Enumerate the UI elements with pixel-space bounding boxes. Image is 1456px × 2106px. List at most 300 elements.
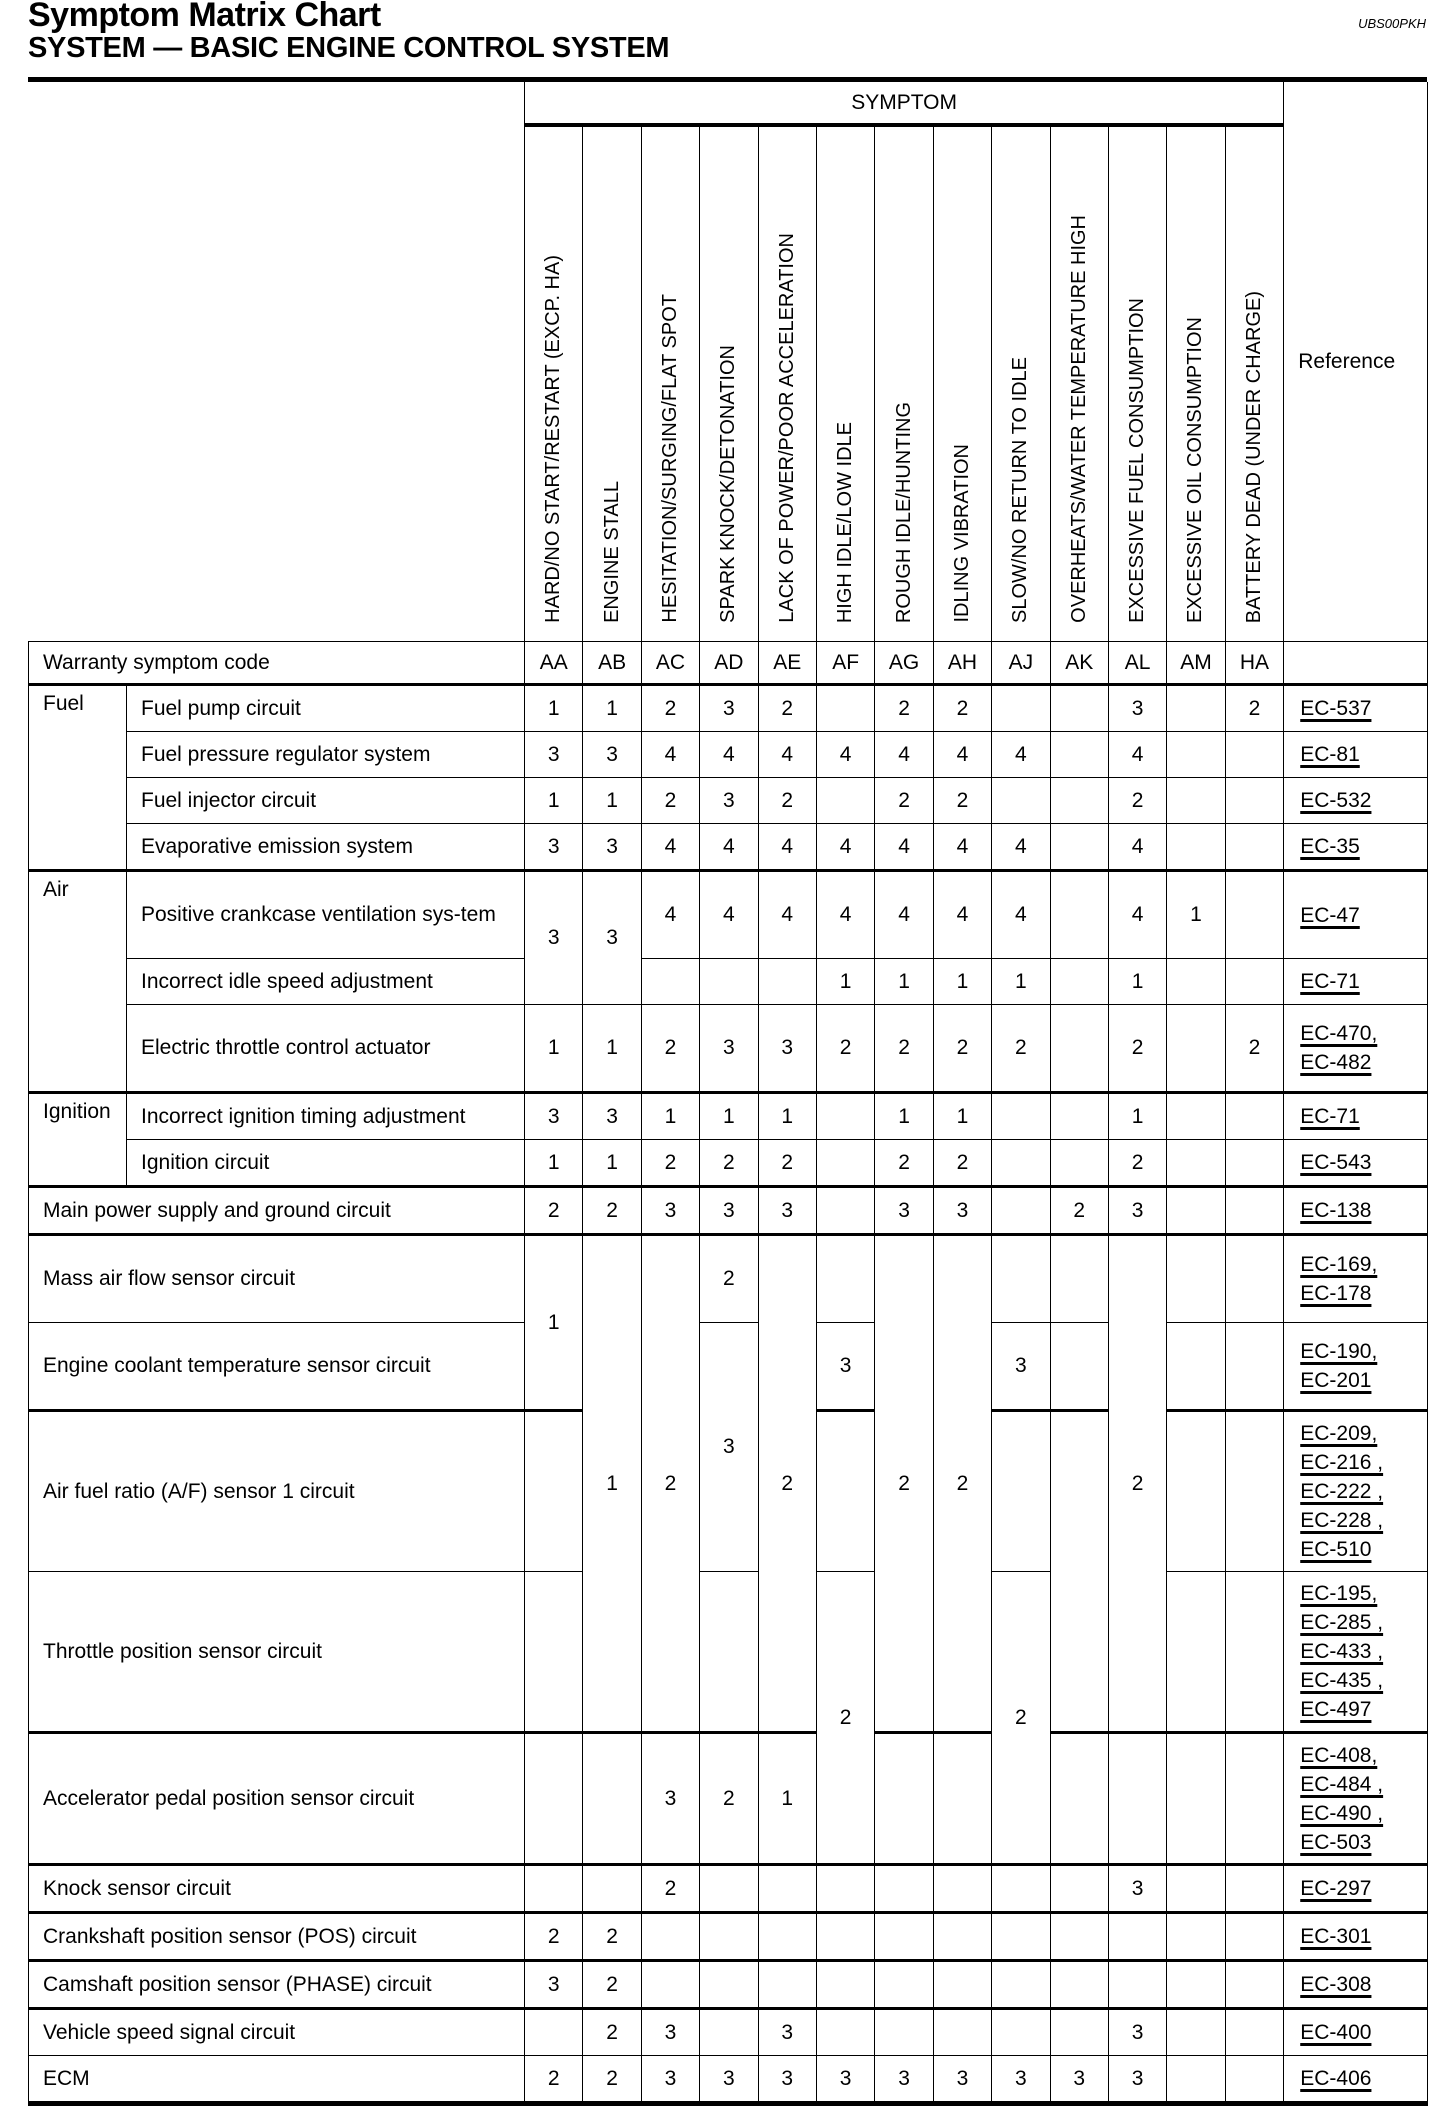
- matrix-cell: [1167, 1235, 1225, 1323]
- matrix-cell: 2: [641, 1140, 699, 1187]
- table-row: [29, 1865, 1428, 1913]
- reference-cell: [1284, 824, 1428, 871]
- matrix-cell: [992, 2009, 1050, 2056]
- matrix-cell: 3: [641, 2056, 699, 2104]
- matrix-cell: 4: [1108, 824, 1166, 871]
- matrix-cell: [875, 1865, 933, 1913]
- symptom-name: OVERHEATS/WATER TEMPERATURE HIGH: [1067, 215, 1090, 623]
- matrix-cell: [1050, 1235, 1108, 1323]
- reference-cell: [1284, 1140, 1428, 1187]
- matrix-cell: 4: [875, 871, 933, 959]
- matrix-cell: [992, 685, 1050, 732]
- matrix-cell: [1225, 2056, 1284, 2104]
- matrix-cell: [1225, 1865, 1284, 1913]
- matrix-cell: 4: [700, 824, 758, 871]
- matrix-cell: 4: [933, 824, 991, 871]
- item-label: Incorrect ignition timing adjustment: [127, 1093, 525, 1140]
- matrix-cell: [933, 2009, 991, 2056]
- matrix-cell: 1: [875, 959, 933, 1005]
- matrix-cell: [525, 1733, 583, 1865]
- matrix-cell: 2: [641, 1235, 699, 1733]
- table-row: [29, 1913, 1428, 1961]
- matrix-cell: 2: [875, 685, 933, 732]
- matrix-cell: 2: [700, 1733, 758, 1865]
- table-row: [29, 824, 1428, 871]
- reference-cell: [1284, 1961, 1428, 2009]
- item-label: Evaporative emission system: [127, 824, 525, 871]
- reference-link[interactable]: EC-71: [1300, 970, 1360, 993]
- reference-link[interactable]: EC-482: [1300, 1051, 1372, 1074]
- matrix-cell: [1050, 1961, 1108, 2009]
- reference-link[interactable]: EC-400: [1300, 2021, 1372, 2044]
- matrix-cell: [816, 1913, 874, 1961]
- matrix-cell: 1: [1167, 871, 1225, 959]
- symptom-name: EXCESSIVE FUEL CONSUMPTION: [1126, 298, 1149, 623]
- matrix-cell: 2: [583, 1187, 641, 1235]
- matrix-cell: 2: [758, 778, 816, 824]
- symptom-column-header: [583, 125, 641, 642]
- matrix-cell: 2: [933, 1235, 991, 1733]
- item-label: Accelerator pedal position sensor circuit: [29, 1733, 525, 1865]
- matrix-cell: [758, 1865, 816, 1913]
- reference-cell: [1284, 1235, 1428, 1323]
- table-row: [29, 1140, 1428, 1187]
- matrix-cell: 3: [816, 2056, 874, 2104]
- matrix-cell: 2: [992, 1572, 1050, 1865]
- item-label: Engine coolant temperature sensor circuit: [29, 1323, 525, 1411]
- matrix-cell: [1050, 1323, 1108, 1411]
- reference-link[interactable]: EC-503: [1300, 1830, 1372, 1854]
- matrix-cell: 3: [700, 2056, 758, 2104]
- matrix-cell: [1167, 1865, 1225, 1913]
- reference-link[interactable]: EC-510: [1300, 1538, 1372, 1561]
- reference-link[interactable]: EC-537: [1300, 697, 1372, 720]
- symptom-name: HARD/NO START/RESTART (EXCP. HA): [542, 255, 565, 623]
- matrix-cell: 3: [1050, 2056, 1108, 2104]
- symptom-column-header: [1225, 125, 1284, 642]
- reference-link[interactable]: EC-408,: [1300, 1743, 1378, 1767]
- table-row: [29, 778, 1428, 824]
- matrix-cell: [992, 1865, 1050, 1913]
- matrix-cell: [1225, 871, 1284, 959]
- matrix-cell: [1167, 959, 1225, 1005]
- matrix-cell: [992, 778, 1050, 824]
- item-label: Camshaft position sensor (PHASE) circuit: [29, 1961, 525, 2009]
- item-label: Mass air flow sensor circuit: [29, 1235, 525, 1323]
- warranty-code-row: [29, 642, 1428, 685]
- matrix-cell: 3: [641, 1187, 699, 1235]
- category-cell: Fuel: [29, 685, 127, 871]
- matrix-cell: [1225, 1093, 1284, 1140]
- matrix-cell: [1225, 1235, 1284, 1323]
- matrix-cell: [1050, 824, 1108, 871]
- symptom-column-header: [525, 125, 583, 642]
- matrix-cell: 3: [700, 685, 758, 732]
- matrix-cell: 3: [641, 1733, 699, 1865]
- matrix-cell: [933, 1913, 991, 1961]
- item-label: Electric throttle control actuator: [127, 1005, 525, 1093]
- reference-link[interactable]: EC-435 ,: [1300, 1669, 1384, 1692]
- warranty-code: AC: [641, 642, 699, 685]
- matrix-cell: 1: [583, 685, 641, 732]
- matrix-cell: [1167, 778, 1225, 824]
- matrix-cell: 3: [816, 1323, 874, 1411]
- reference-cell: [1284, 1093, 1428, 1140]
- reference-link[interactable]: EC-169,: [1300, 1253, 1378, 1276]
- matrix-cell: 3: [700, 1323, 758, 1572]
- symptom-column-header: [758, 125, 816, 642]
- reference-link[interactable]: EC-81: [1300, 743, 1360, 766]
- reference-link[interactable]: EC-138: [1300, 1199, 1372, 1222]
- reference-link[interactable]: EC-433 ,: [1300, 1640, 1384, 1663]
- matrix-cell: [933, 1961, 991, 2009]
- matrix-cell: 2: [816, 1005, 874, 1093]
- table-row: [29, 2056, 1428, 2104]
- matrix-cell: [1167, 1140, 1225, 1187]
- item-label: Positive crankcase ventilation sys-tem: [127, 871, 525, 959]
- symptom-column-header: [1050, 125, 1108, 642]
- matrix-cell: [1167, 2009, 1225, 2056]
- matrix-cell: 2: [525, 1187, 583, 1235]
- matrix-cell: 2: [641, 1005, 699, 1093]
- matrix-cell: [1225, 1411, 1284, 1572]
- reference-cell: [1284, 1865, 1428, 1913]
- symptom-column-header: [641, 125, 699, 642]
- matrix-cell: [816, 2009, 874, 2056]
- matrix-cell: [1167, 2056, 1225, 2104]
- table-row: [29, 871, 1428, 959]
- matrix-cell: [1167, 1323, 1225, 1411]
- header-blank: [29, 82, 525, 642]
- matrix-cell: 4: [758, 871, 816, 959]
- reference-cell: [1284, 959, 1428, 1005]
- matrix-cell: [992, 1411, 1050, 1572]
- matrix-cell: 2: [933, 778, 991, 824]
- table-row: [29, 1093, 1428, 1140]
- matrix-cell: 2: [525, 1913, 583, 1961]
- matrix-cell: [992, 1140, 1050, 1187]
- symptom-name: LACK OF POWER/POOR ACCELERATION: [775, 233, 798, 623]
- matrix-cell: 4: [875, 824, 933, 871]
- matrix-cell: [1050, 1733, 1108, 1865]
- reference-link[interactable]: EC-490 ,: [1300, 1801, 1384, 1825]
- matrix-cell: 3: [758, 1005, 816, 1093]
- matrix-cell: [816, 685, 874, 732]
- matrix-cell: 2: [875, 778, 933, 824]
- matrix-cell: [1167, 1005, 1225, 1093]
- matrix-cell: [1225, 1323, 1284, 1411]
- matrix-cell: 3: [525, 1961, 583, 2009]
- reference-cell: [1284, 2056, 1428, 2104]
- matrix-cell: 2: [875, 1235, 933, 1733]
- matrix-cell: 2: [1108, 1005, 1166, 1093]
- matrix-cell: [1167, 1961, 1225, 2009]
- reference-link[interactable]: EC-222 ,: [1300, 1480, 1384, 1503]
- warranty-code: AH: [933, 642, 991, 685]
- matrix-cell: [1225, 2009, 1284, 2056]
- matrix-cell: 3: [933, 1187, 991, 1235]
- reference-link[interactable]: EC-484 ,: [1300, 1772, 1384, 1796]
- matrix-cell: [1108, 1913, 1166, 1961]
- matrix-cell: 4: [992, 871, 1050, 959]
- matrix-cell: 2: [583, 2056, 641, 2104]
- table-row: [29, 1961, 1428, 2009]
- table-row: [29, 959, 1428, 1005]
- symptom-name: SPARK KNOCK/DETONATION: [717, 345, 740, 623]
- reference-link[interactable]: EC-201: [1300, 1369, 1372, 1392]
- symptom-name: ROUGH IDLE/HUNTING: [892, 401, 915, 623]
- reference-cell: [1284, 685, 1428, 732]
- matrix-cell: [525, 1572, 583, 1733]
- matrix-cell: [992, 1187, 1050, 1235]
- matrix-cell: 3: [525, 732, 583, 778]
- matrix-cell: 3: [1108, 2056, 1166, 2104]
- matrix-cell: [758, 959, 816, 1005]
- matrix-cell: [875, 1913, 933, 1961]
- matrix-cell: [700, 1572, 758, 1733]
- page-title: Symptom Matrix Chart: [28, 0, 381, 34]
- matrix-cell: 3: [700, 778, 758, 824]
- item-label: Fuel pressure regulator system: [127, 732, 525, 778]
- reference-header: Reference: [1284, 82, 1428, 642]
- matrix-cell: 3: [583, 871, 641, 1005]
- reference-cell: [1284, 1005, 1428, 1093]
- warranty-code: AB: [583, 642, 641, 685]
- reference-link[interactable]: EC-285 ,: [1300, 1611, 1384, 1634]
- matrix-cell: [1167, 1913, 1225, 1961]
- matrix-cell: 3: [992, 2056, 1050, 2104]
- table-row: [29, 1235, 1428, 1323]
- matrix-cell: 3: [641, 2009, 699, 2056]
- matrix-cell: [816, 1187, 874, 1235]
- matrix-cell: [816, 1865, 874, 1913]
- reference-link[interactable]: EC-47: [1300, 903, 1360, 927]
- matrix-cell: 1: [700, 1093, 758, 1140]
- warranty-code: AK: [1050, 642, 1108, 685]
- matrix-cell: 4: [933, 732, 991, 778]
- table-row: [29, 1733, 1428, 1865]
- table-row: [29, 1572, 1428, 1733]
- matrix-cell: 1: [1108, 1093, 1166, 1140]
- matrix-cell: [1167, 1093, 1225, 1140]
- item-label: Incorrect idle speed adjustment: [127, 959, 525, 1005]
- matrix-cell: 2: [758, 1140, 816, 1187]
- reference-link[interactable]: EC-308: [1300, 1973, 1372, 1996]
- matrix-cell: [992, 1093, 1050, 1140]
- reference-link[interactable]: EC-190,: [1300, 1340, 1378, 1363]
- matrix-cell: [816, 1235, 874, 1323]
- matrix-cell: 3: [758, 2056, 816, 2104]
- warranty-label: Warranty symptom code: [29, 642, 525, 685]
- matrix-cell: [1167, 824, 1225, 871]
- matrix-cell: [583, 1865, 641, 1913]
- matrix-cell: 3: [1108, 1187, 1166, 1235]
- item-label: ECM: [29, 2056, 525, 2104]
- matrix-cell: [525, 1865, 583, 1913]
- symptom-column-header: [1108, 125, 1166, 642]
- reference-cell: [1284, 871, 1428, 959]
- matrix-cell: 4: [992, 732, 1050, 778]
- matrix-cell: 4: [875, 732, 933, 778]
- item-label: Fuel pump circuit: [127, 685, 525, 732]
- matrix-cell: [1050, 732, 1108, 778]
- matrix-cell: 4: [1108, 871, 1166, 959]
- matrix-cell: 2: [641, 685, 699, 732]
- symptom-matrix-table: [28, 82, 1428, 2106]
- warranty-code: AM: [1167, 642, 1225, 685]
- matrix-cell: 2: [816, 1572, 874, 1865]
- matrix-cell: [1050, 1411, 1108, 1733]
- item-label: Vehicle speed signal circuit: [29, 2009, 525, 2056]
- symptom-column-header: [933, 125, 991, 642]
- item-label: Crankshaft position sensor (POS) circuit: [29, 1913, 525, 1961]
- reference-link[interactable]: EC-209,: [1300, 1422, 1378, 1445]
- matrix-cell: 1: [525, 685, 583, 732]
- reference-cell: [1284, 2009, 1428, 2056]
- symptom-column-header: [992, 125, 1050, 642]
- matrix-cell: [1225, 1140, 1284, 1187]
- reference-cell: [1284, 1323, 1428, 1411]
- matrix-cell: [1050, 1865, 1108, 1913]
- symptom-name: EXCESSIVE OIL CONSUMPTION: [1184, 317, 1207, 623]
- table-row: [29, 2009, 1428, 2056]
- matrix-cell: 1: [875, 1093, 933, 1140]
- matrix-cell: 2: [700, 1235, 758, 1323]
- symptom-name: SLOW/NO RETURN TO IDLE: [1009, 357, 1032, 623]
- symptom-column-header: [1167, 125, 1225, 642]
- category-cell: Ignition: [29, 1093, 127, 1187]
- reference-link[interactable]: EC-35: [1300, 835, 1360, 858]
- matrix-cell: 1: [1108, 959, 1166, 1005]
- symptom-name: ENGINE STALL: [600, 481, 623, 623]
- matrix-cell: 1: [992, 959, 1050, 1005]
- matrix-cell: [700, 959, 758, 1005]
- matrix-cell: 2: [992, 1005, 1050, 1093]
- matrix-cell: [816, 1961, 874, 2009]
- matrix-cell: [1050, 778, 1108, 824]
- symptom-name: BATTERY DEAD (UNDER CHARGE): [1242, 290, 1265, 623]
- matrix-cell: [1167, 1187, 1225, 1235]
- symptom-header: SYMPTOM: [525, 82, 1284, 125]
- matrix-cell: [1050, 959, 1108, 1005]
- matrix-cell: 2: [758, 1235, 816, 1733]
- reference-link[interactable]: EC-195,: [1300, 1582, 1378, 1605]
- reference-cell: [1284, 1187, 1428, 1235]
- matrix-cell: 3: [1108, 685, 1166, 732]
- matrix-cell: 1: [525, 1005, 583, 1093]
- matrix-cell: [1225, 1733, 1284, 1865]
- matrix-cell: 2: [933, 1005, 991, 1093]
- matrix-cell: [816, 778, 874, 824]
- matrix-cell: 4: [992, 824, 1050, 871]
- matrix-cell: 4: [1108, 732, 1166, 778]
- matrix-cell: [700, 1865, 758, 1913]
- matrix-cell: [700, 1913, 758, 1961]
- page-subtitle: SYSTEM — BASIC ENGINE CONTROL SYSTEM: [28, 32, 670, 64]
- matrix-cell: 3: [1108, 1865, 1166, 1913]
- warranty-code: AE: [758, 642, 816, 685]
- matrix-cell: 2: [933, 685, 991, 732]
- matrix-cell: [816, 1140, 874, 1187]
- matrix-cell: [933, 1733, 991, 1865]
- table-row: [29, 685, 1428, 732]
- reference-link[interactable]: EC-406: [1300, 2067, 1372, 2090]
- document-code: UBS00PKH: [1358, 16, 1426, 31]
- matrix-cell: [1225, 1187, 1284, 1235]
- matrix-cell: 4: [933, 871, 991, 959]
- matrix-cell: 3: [1108, 2009, 1166, 2056]
- reference-link[interactable]: EC-71: [1300, 1105, 1360, 1128]
- matrix-cell: [1225, 1961, 1284, 2009]
- reference-link[interactable]: EC-301: [1300, 1925, 1372, 1948]
- matrix-cell: 3: [758, 1187, 816, 1235]
- reference-link[interactable]: EC-178: [1300, 1282, 1372, 1305]
- matrix-cell: 3: [525, 1093, 583, 1140]
- matrix-cell: 4: [816, 732, 874, 778]
- matrix-cell: 2: [583, 1913, 641, 1961]
- item-label: Throttle position sensor circuit: [29, 1572, 525, 1733]
- matrix-cell: 4: [758, 732, 816, 778]
- matrix-cell: [1225, 1572, 1284, 1733]
- reference-link[interactable]: EC-470,: [1300, 1022, 1378, 1045]
- matrix-cell: [525, 2009, 583, 2056]
- warranty-code: AG: [875, 642, 933, 685]
- warranty-code: AJ: [992, 642, 1050, 685]
- warranty-code: AL: [1108, 642, 1166, 685]
- matrix-cell: 1: [758, 1093, 816, 1140]
- matrix-cell: [700, 1961, 758, 2009]
- matrix-cell: 1: [641, 1093, 699, 1140]
- symptom-column-header: [875, 125, 933, 642]
- matrix-cell: [816, 1411, 874, 1572]
- matrix-cell: 1: [583, 1005, 641, 1093]
- matrix-cell: 3: [583, 824, 641, 871]
- matrix-cell: 4: [700, 871, 758, 959]
- reference-link[interactable]: EC-297: [1300, 1877, 1372, 1900]
- matrix-cell: [1225, 824, 1284, 871]
- matrix-cell: 1: [758, 1733, 816, 1865]
- reference-link[interactable]: EC-228 ,: [1300, 1509, 1384, 1532]
- matrix-cell: 3: [875, 1187, 933, 1235]
- matrix-cell: 4: [816, 871, 874, 959]
- matrix-cell: [875, 1961, 933, 2009]
- matrix-cell: [1050, 1140, 1108, 1187]
- item-label: Air fuel ratio (A/F) sensor 1 circuit: [29, 1411, 525, 1572]
- matrix-cell: [1050, 685, 1108, 732]
- matrix-cell: 1: [525, 778, 583, 824]
- matrix-cell: 1: [933, 1093, 991, 1140]
- item-label: Knock sensor circuit: [29, 1865, 525, 1913]
- reference-cell: [1284, 1411, 1428, 1572]
- matrix-cell: [1225, 1913, 1284, 1961]
- matrix-cell: [758, 1961, 816, 2009]
- matrix-cell: [1167, 1733, 1225, 1865]
- matrix-cell: [1050, 1913, 1108, 1961]
- reference-link[interactable]: EC-497: [1300, 1698, 1372, 1721]
- matrix-cell: 2: [583, 2009, 641, 2056]
- matrix-cell: 1: [583, 1235, 641, 1733]
- reference-link[interactable]: EC-532: [1300, 789, 1372, 812]
- table-row: [29, 732, 1428, 778]
- reference-link[interactable]: EC-216 ,: [1300, 1451, 1384, 1474]
- symptom-column-header: [700, 125, 758, 642]
- matrix-cell: 2: [641, 1865, 699, 1913]
- reference-link[interactable]: EC-543: [1300, 1151, 1372, 1174]
- matrix-cell: 1: [525, 1140, 583, 1187]
- symptom-column-header: [816, 125, 874, 642]
- reference-cell: [1284, 1913, 1428, 1961]
- warranty-code: AA: [525, 642, 583, 685]
